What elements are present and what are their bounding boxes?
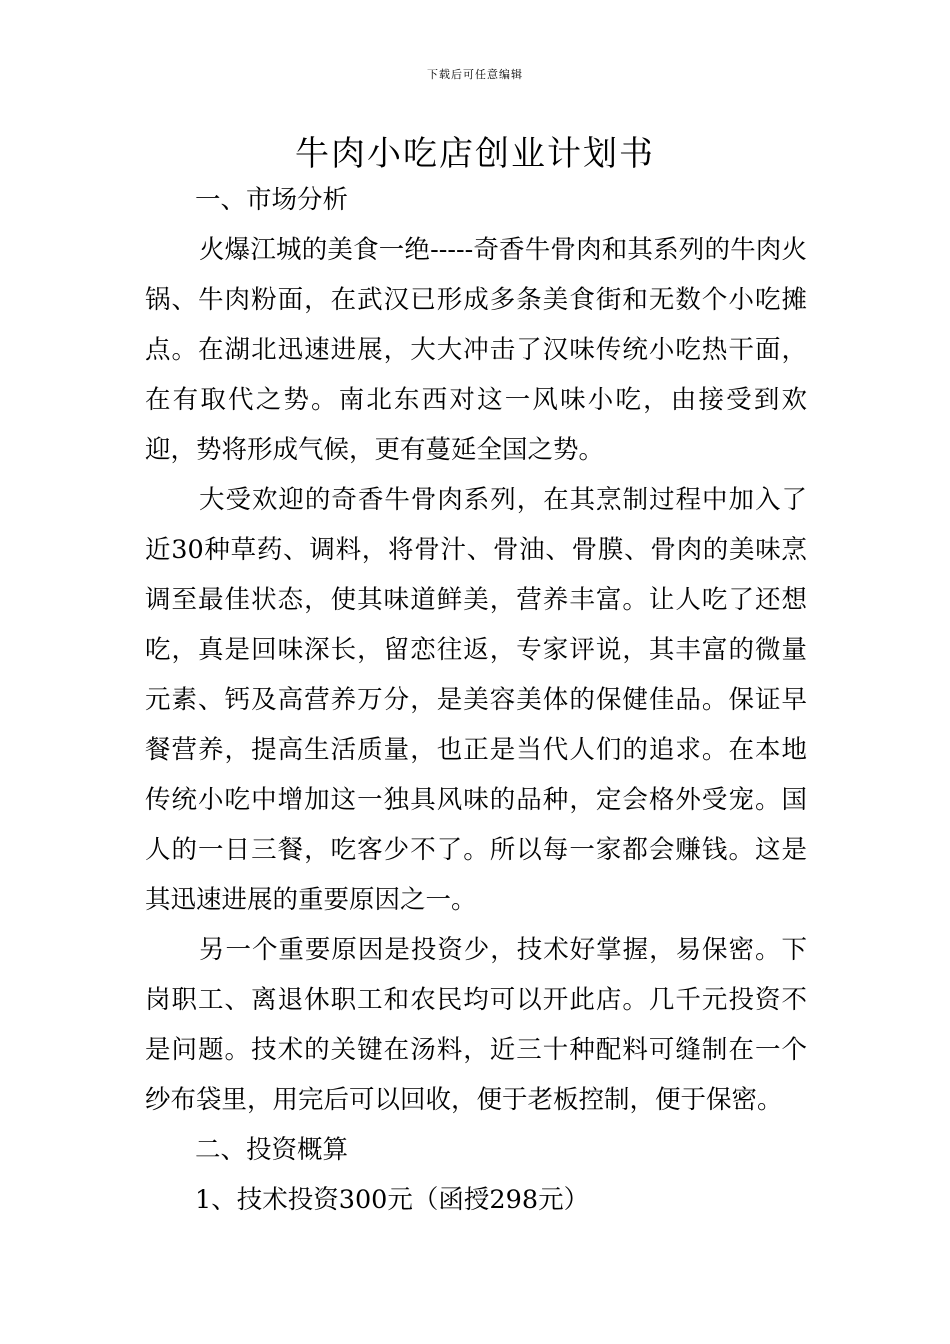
header-note: 下载后可任意编辑 — [427, 68, 523, 81]
section-heading-market-analysis: 一、市场分析 — [195, 185, 349, 215]
document-body — [145, 175, 807, 1225]
paragraph: 另一个重要原因是投资少，技术好掌握，易保密。下岗职工、离退休职工和农民均可以开此店。几千元投资不是问题。技术的关键在汤料，近三十种配料可缝制在一个纱布袋里，用完后可以回收，便于老板控制，便于保密。 — [145, 935, 807, 1115]
document-title: 牛肉小吃店创业计划书 — [295, 134, 655, 174]
list-item: 1、技术投资300元（函授298元） — [195, 1185, 590, 1215]
paragraph: 大受欢迎的奇香牛骨肉系列，在其烹制过程中加入了近30种草药、调料，将骨汁、骨油、骨膜、骨肉的美味烹调至最佳状态，使其味道鲜美，营养丰富。让人吃了还想吃，真是回味深长，留恋往返，专家评说，其丰富的微量元素、钙及高营养万分，是美容美体的保健佳品。保证早餐营养，提高生活质量，也正是当代人们的追求。在本地传统小吃中增加这一独具风味的品种，定会格外受宠。国人的一日三餐，吃客少不了。所以每一家都会赚钱。这是其迅速进展的重要原因之一。 — [145, 485, 807, 915]
paragraph: 火爆江城的美食一绝-----奇香牛骨肉和其系列的牛肉火锅、牛肉粉面，在武汉已形成多条美食街和无数个小吃摊点。在湖北迅速进展，大大冲击了汉味传统小吃热干面，在有取代之势。南北东西对这一风味小吃，由接受到欢迎，势将形成气候，更有蔓延全国之势。 — [145, 235, 807, 465]
section-heading-investment-estimate: 二、投资概算 — [195, 1135, 349, 1165]
